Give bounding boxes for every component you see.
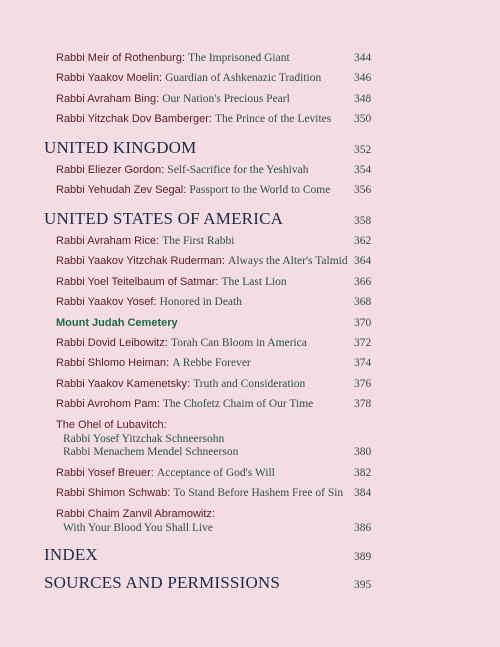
- entry-subtitle: Acceptance of God's Will: [156, 467, 275, 479]
- entry-subtitle-line: Rabbi Yosef Yitzchak Schneersohn: [63, 433, 225, 445]
- page-number: 389: [354, 551, 372, 563]
- page-number: 395: [354, 579, 372, 591]
- page-number: 372: [354, 337, 372, 349]
- entry-name: Rabbi Shlomo Heiman: [56, 357, 167, 369]
- page-number: 368: [354, 296, 372, 308]
- page-number: 384: [354, 487, 372, 499]
- entry-subtitle: Self-Sacrifice for the Yeshivah: [167, 164, 309, 176]
- entry-name: Rabbi Eliezer Gordon: [56, 164, 162, 176]
- entry-subtitle: Guardian of Ashkenazic Tradition: [165, 72, 322, 84]
- entry-name: Rabbi Yaakov Kamenetsky: [56, 378, 188, 390]
- page-number: 370: [354, 317, 372, 329]
- entry-subtitle-line: Rabbi Menachem Mendel Schneerson: [63, 446, 239, 458]
- entry-subtitle: Passport to the World to Come: [189, 184, 331, 196]
- page-number: 386: [354, 522, 372, 534]
- entry-name: Rabbi Dovid Leibowitz: [56, 337, 165, 349]
- entry-name: Rabbi Chaim Zanvil Abramowitz:: [56, 508, 215, 520]
- page-number: 374: [354, 357, 372, 369]
- page-number: 352: [354, 144, 372, 156]
- entry-subtitle-line: With Your Blood You Shall Live: [63, 522, 214, 534]
- entry-name: Rabbi Avraham Rice: [56, 235, 157, 247]
- page-number: 344: [354, 52, 372, 64]
- page-number: 350: [354, 113, 372, 125]
- page-number: 366: [354, 276, 372, 288]
- toc-page: Rabbi Meir of Rothenburg: The Imprisoned Giant 344 Rabbi Yaakov Moelin: Guardian of Ashkenazic Tradition 346 Rabbi Avraham Bing: Our Nation's Precious Pearl 348 Rabbi Yitzchak Dov Bamberger: The Prince of the Levites 350 UNITED KINGDOM 352 Rabbi Eliezer Gordon: Self-Sacrifice for the Yeshivah 354 Rabbi Yehudah Zev Segal: Passport to the World to Come 356 UNITED STATES OF AMERICA 358 Rabbi Avraham Rice: The First Rabbi 362 Rabbi Yaakov Yitzchak Ruderman: Always the Alter's Talmid 364 Rabbi Yoel Teitelbaum of Satmar: The Last Lion 366 Rabbi Yaakov Yosef: Honored in Death 368 Mount Judah Cemetery 370 Rabbi Dovid Leibowitz: Torah Can Bloom in America 372 Rabbi Shlomo Heiman: A Rebbe Forever 374 Rabbi Yaakov Kamenetsky: Truth and Consideration 376 Rabbi Avrohom Pam: The Chofetz Chaim of Our Time 378 The Ohel of Lubavitch: Rabbi Yosef Yitzchak Schneersohn Rabbi Menachem Mendel Schneerson 380 Rabbi Yosef Breuer: Acceptance of God's Will 382 Rabbi Shimon Schwab: To Stand Before Hashem Free of Sin 384 Rabbi Chaim Zanvil Abramowitz: With Your Blood You Shall Live 386 INDEX 389 SOURCES AND PERMISSIONS 395: [44, 52, 372, 592]
- page-number: 354: [354, 164, 372, 176]
- entry-name: Rabbi Yaakov Moelin: [56, 72, 159, 84]
- page-number: 356: [354, 184, 372, 196]
- page-number: 382: [354, 467, 372, 479]
- entry-subtitle: Truth and Consideration: [193, 378, 306, 390]
- entry-name: Rabbi Yoel Teitelbaum of Satmar: [56, 276, 216, 288]
- page-number: 380: [354, 446, 372, 458]
- page-number: 364: [354, 255, 372, 267]
- entry-name: Rabbi Yaakov Yitzchak Ruderman: [56, 255, 222, 267]
- entry-name: Rabbi Meir of Rothenburg: [56, 52, 182, 64]
- section-heading: SOURCES AND PERMISSIONS: [44, 573, 281, 592]
- entry-subtitle: To Stand Before Hashem Free of Sin: [173, 487, 344, 499]
- entry-subtitle: The Last Lion: [221, 276, 287, 288]
- entry-subtitle: Honored in Death: [159, 296, 242, 308]
- entry-subtitle: A Rebbe Forever: [172, 357, 251, 369]
- entry-name: Rabbi Yitzchak Dov Bamberger: [56, 113, 209, 125]
- entry-name: Rabbi Avraham Bing: [56, 93, 157, 105]
- page-number: 358: [354, 215, 372, 227]
- entry-name: Rabbi Shimon Schwab: [56, 487, 168, 499]
- entry-name: The Ohel of Lubavitch:: [56, 419, 167, 431]
- entry-subtitle: The Chofetz Chaim of Our Time: [162, 398, 314, 410]
- page-number: 376: [354, 378, 372, 390]
- section-heading: UNITED KINGDOM: [44, 138, 197, 157]
- page-number: 348: [354, 93, 372, 105]
- entry-name: Mount Judah Cemetery: [56, 317, 178, 329]
- page-number: 378: [354, 398, 372, 410]
- entry-subtitle: Torah Can Bloom in America: [170, 337, 307, 349]
- page-number: 362: [354, 235, 372, 247]
- entry-name: Rabbi Yehudah Zev Segal: [56, 184, 184, 196]
- section-heading: INDEX: [44, 545, 98, 564]
- entry-subtitle: Always the Alter's Talmid: [228, 255, 348, 267]
- entry-name: Rabbi Avrohom Pam: [56, 398, 157, 410]
- entry-subtitle: Our Nation's Precious Pearl: [162, 93, 290, 105]
- entry-name: Rabbi Yosef Breuer: [56, 467, 151, 479]
- entry-subtitle: The Imprisoned Giant: [188, 52, 290, 64]
- section-heading: UNITED STATES OF AMERICA: [44, 209, 284, 228]
- entry-name: Rabbi Yaakov Yosef: [56, 296, 154, 308]
- page-number: 346: [354, 72, 372, 84]
- entry-subtitle: The First Rabbi: [162, 235, 235, 247]
- entry-subtitle: The Prince of the Levites: [214, 113, 332, 125]
